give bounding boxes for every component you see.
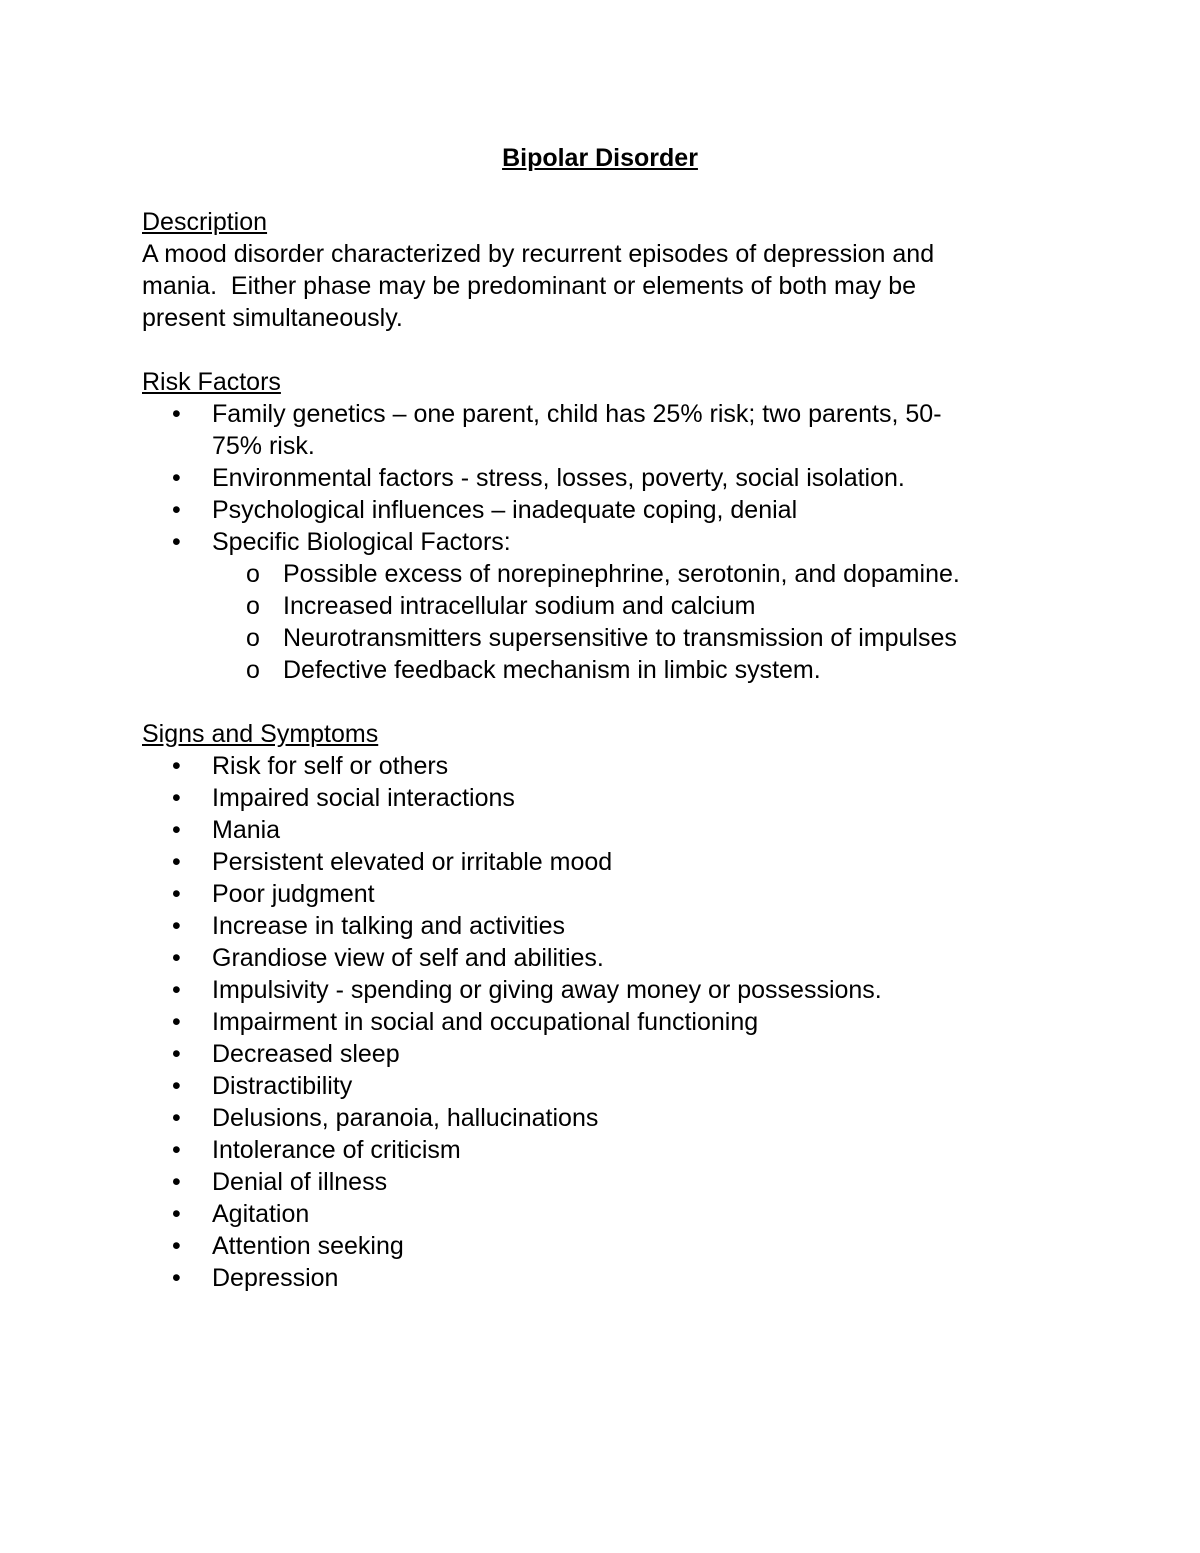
document-title: Bipolar Disorder — [502, 144, 698, 172]
list-item-text: Denial of illness — [212, 1168, 388, 1196]
bullet-icon: • — [172, 752, 181, 780]
sub-list-item — [142, 654, 1042, 686]
bullet-icon: • — [172, 528, 181, 556]
sub-list-item-text: Increased intracellular sodium and calcium — [283, 592, 756, 620]
list-item-text: Poor judgment — [212, 880, 375, 908]
bullet-icon: • — [172, 1072, 181, 1100]
bullet-icon: • — [172, 1040, 181, 1068]
list-item-text: Family genetics – one parent, child has 25% risk; two parents, 50- — [212, 400, 942, 428]
sub-bullet-icon: o — [246, 656, 260, 684]
list-item — [142, 750, 1042, 782]
list-item-text: Specific Biological Factors: — [212, 528, 511, 556]
sub-list-item-text: Defective feedback mechanism in limbic system. — [283, 656, 821, 684]
list-item — [142, 782, 1042, 814]
list-item-text: Risk for self or others — [212, 752, 449, 780]
sub-bullet-icon: o — [246, 560, 260, 588]
bullet-icon: • — [172, 1264, 181, 1292]
bullet-icon: • — [172, 400, 181, 428]
list-item-text: Depression — [212, 1264, 339, 1292]
bullet-icon: • — [172, 976, 181, 1004]
sub-list-item-text: Possible excess of norepinephrine, serotonin, and dopamine. — [283, 560, 960, 588]
list-item — [142, 398, 1042, 462]
list-item — [142, 1102, 1042, 1134]
list-item-text: Psychological influences – inadequate coping, denial — [212, 496, 798, 524]
list-item — [142, 1134, 1042, 1166]
list-item — [142, 1070, 1042, 1102]
sub-bullet-icon: o — [246, 592, 260, 620]
list-item-text: Decreased sleep — [212, 1040, 400, 1068]
bullet-icon: • — [172, 464, 181, 492]
list-item — [142, 462, 1042, 494]
list-item-continuation: 75% risk. — [212, 432, 315, 460]
bullet-icon: • — [172, 784, 181, 812]
signs-and-symptoms-list — [142, 750, 1042, 1294]
list-item — [142, 910, 1042, 942]
list-item — [142, 1038, 1042, 1070]
signs-and-symptoms-heading: Signs and Symptoms — [142, 720, 379, 748]
list-item-text: Mania — [212, 816, 281, 844]
sub-list-item — [142, 590, 1042, 622]
spacer — [142, 686, 1042, 718]
sub-bullet-icon: o — [246, 624, 260, 652]
bullet-icon: • — [172, 1200, 181, 1228]
list-item — [142, 494, 1042, 526]
list-item — [142, 846, 1042, 878]
list-item-text: Intolerance of criticism — [212, 1136, 461, 1164]
bullet-icon: • — [172, 1232, 181, 1260]
bullet-icon: • — [172, 816, 181, 844]
document-body — [142, 142, 1042, 1294]
description-line: mania. Either phase may be predominant or elements of both may be — [142, 272, 917, 300]
risk-factors-list — [142, 398, 1042, 686]
risk-factors-heading: Risk Factors — [142, 368, 281, 396]
list-item-text: Attention seeking — [212, 1232, 404, 1260]
list-item-text: Impulsivity - spending or giving away money or possessions. — [212, 976, 882, 1004]
list-item-text: Persistent elevated or irritable mood — [212, 848, 613, 876]
sub-list-item — [142, 558, 1042, 590]
list-item — [142, 1230, 1042, 1262]
spacer — [142, 334, 1042, 366]
list-item-text: Impairment in social and occupational functioning — [212, 1008, 759, 1036]
list-item — [142, 942, 1042, 974]
list-item — [142, 974, 1042, 1006]
bullet-icon: • — [172, 1008, 181, 1036]
list-item-text: Distractibility — [212, 1072, 353, 1100]
description-line: present simultaneously. — [142, 304, 403, 332]
bullet-icon: • — [172, 496, 181, 524]
list-item-text: Increase in talking and activities — [212, 912, 565, 940]
bullet-icon: • — [172, 1168, 181, 1196]
list-item — [142, 1006, 1042, 1038]
list-item-text: Agitation — [212, 1200, 310, 1228]
sub-list-item-text: Neurotransmitters supersensitive to transmission of impulses — [283, 624, 957, 652]
spacer — [142, 174, 1042, 206]
bullet-icon: • — [172, 912, 181, 940]
bullet-icon: • — [172, 1136, 181, 1164]
list-item-text: Delusions, paranoia, hallucinations — [212, 1104, 599, 1132]
list-item-text: Impaired social interactions — [212, 784, 515, 812]
sub-list-item — [142, 622, 1042, 654]
list-item — [142, 1166, 1042, 1198]
list-item — [142, 526, 1042, 558]
bullet-icon: • — [172, 880, 181, 908]
description-line: A mood disorder characterized by recurrent episodes of depression and — [142, 240, 935, 268]
bullet-icon: • — [172, 848, 181, 876]
list-item — [142, 814, 1042, 846]
bullet-icon: • — [172, 944, 181, 972]
list-item-text: Environmental factors - stress, losses, poverty, social isolation. — [212, 464, 905, 492]
list-item — [142, 1198, 1042, 1230]
list-item-text: Grandiose view of self and abilities. — [212, 944, 604, 972]
list-item — [142, 1262, 1042, 1294]
bullet-icon: • — [172, 1104, 181, 1132]
list-item — [142, 878, 1042, 910]
description-heading: Description — [142, 208, 268, 236]
